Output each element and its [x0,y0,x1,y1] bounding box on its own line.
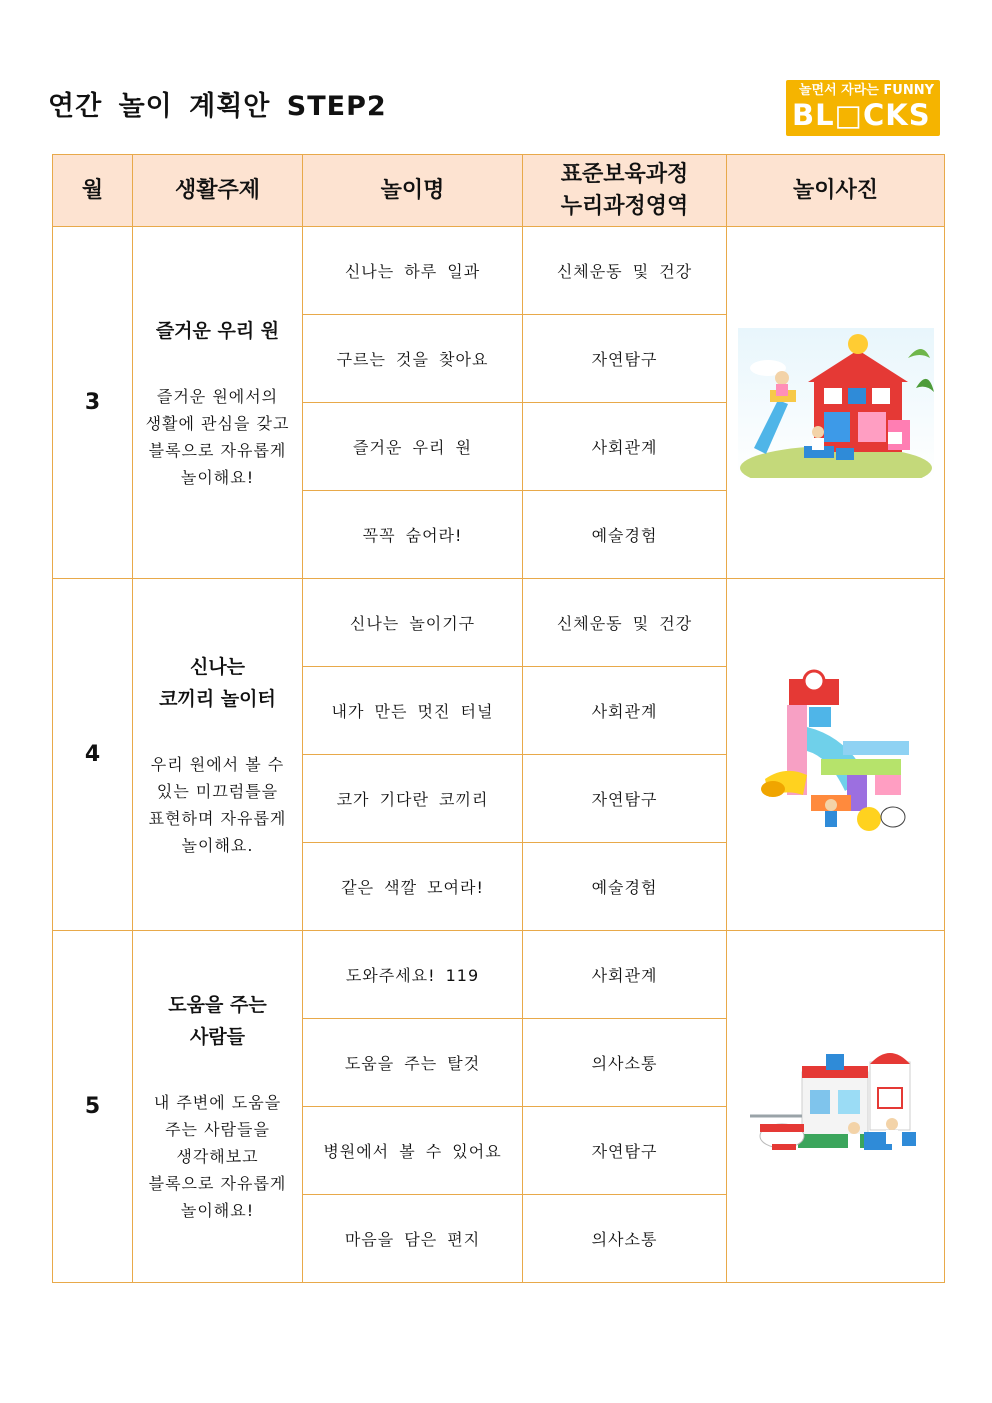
theme-desc-line: 표현하며 자유롭게 [148,808,287,828]
theme-desc-line: 놀이해요! [180,467,255,487]
lego-hospital-photo [746,1044,926,1170]
month-cell: 3 [53,227,133,579]
area-cell: 의사소통 [523,1195,727,1283]
activity-cell: 마음을 담은 편지 [303,1195,523,1283]
table-row [53,227,945,315]
theme-title [133,315,302,347]
header-theme: 생활주제 [133,155,303,227]
area-cell: 자연탐구 [523,1107,727,1195]
header-curriculum-line1: 표준보육과정 [560,161,689,187]
theme-description [133,751,302,859]
header-activity: 놀이명 [303,155,523,227]
header-curriculum-line2: 누리과정영역 [560,193,689,219]
theme-desc-line: 있는 미끄럼틀을 [156,781,279,801]
activity-cell: 도움을 주는 탈것 [303,1019,523,1107]
header-curriculum [523,155,727,227]
photo-cell [727,227,945,579]
theme-title-line: 즐거운 우리 원 [155,319,280,342]
activity-cell: 도와주세요! 119 [303,931,523,1019]
area-cell: 사회관계 [523,667,727,755]
table-row [53,931,945,1019]
theme-title-line: 사람들 [189,1026,246,1048]
logo-brand: BL□CKS [792,98,931,132]
header-row [53,155,945,227]
plan-table [52,154,945,1283]
theme-description [133,383,302,491]
area-cell: 의사소통 [523,1019,727,1107]
area-cell: 예술경험 [523,843,727,931]
area-cell: 신체운동 및 건강 [523,227,727,315]
lego-playground-photo [751,667,921,843]
theme-desc-line: 우리 원에서 볼 수 [150,754,285,774]
theme-desc-line: 생각해보고 [176,1147,259,1166]
theme-title [133,989,302,1053]
area-cell: 자연탐구 [523,755,727,843]
page-title: 연간 놀이 계획안 STEP2 [48,91,387,122]
theme-cell [133,931,303,1283]
activity-cell: 내가 만든 멋진 터널 [303,667,523,755]
theme-desc-line: 블록으로 자유롭게 [148,1174,287,1193]
activity-cell: 같은 색깔 모여라! [303,843,523,931]
theme-desc-line: 블록으로 자유롭게 [148,440,287,460]
theme-cell [133,227,303,579]
month-cell: 4 [53,579,133,931]
theme-title-line: 코끼리 놀이터 [159,687,276,710]
theme-title-line: 도움을 주는 [168,994,267,1016]
area-cell: 사회관계 [523,403,727,491]
photo-cell [727,579,945,931]
theme-title-line: 신나는 [189,655,246,678]
activity-cell: 코가 기다란 코끼리 [303,755,523,843]
theme-desc-line: 즐거운 원에서의 [156,386,279,406]
theme-title [133,651,302,715]
theme-desc-line: 주는 사람들을 [165,1120,270,1139]
theme-cell [133,579,303,931]
theme-description [133,1089,302,1224]
logo-tagline: 놀면서 자라는 FUNNY [798,83,934,98]
area-cell: 사회관계 [523,931,727,1019]
activity-cell: 즐거운 우리 원 [303,403,523,491]
theme-desc-line: 놀이해요. [181,835,254,855]
month-cell: 5 [53,931,133,1283]
lego-school-photo [738,328,934,478]
area-cell: 자연탐구 [523,315,727,403]
activity-cell: 구르는 것을 찾아요 [303,315,523,403]
theme-desc-line: 놀이해요! [180,1201,255,1220]
header-month: 월 [53,155,133,227]
activity-cell: 신나는 놀이기구 [303,579,523,667]
activity-cell: 병원에서 볼 수 있어요 [303,1107,523,1195]
theme-desc-line: 생활에 관심을 갖고 [145,413,290,433]
photo-cell [727,931,945,1283]
theme-desc-line: 내 주변에 도움을 [153,1093,282,1112]
brand-logo [786,80,940,136]
area-cell: 예술경험 [523,491,727,579]
activity-cell: 신나는 하루 일과 [303,227,523,315]
header-photo: 놀이사진 [727,155,945,227]
table-row [53,579,945,667]
activity-cell: 꼭꼭 숨어라! [303,491,523,579]
area-cell: 신체운동 및 건강 [523,579,727,667]
